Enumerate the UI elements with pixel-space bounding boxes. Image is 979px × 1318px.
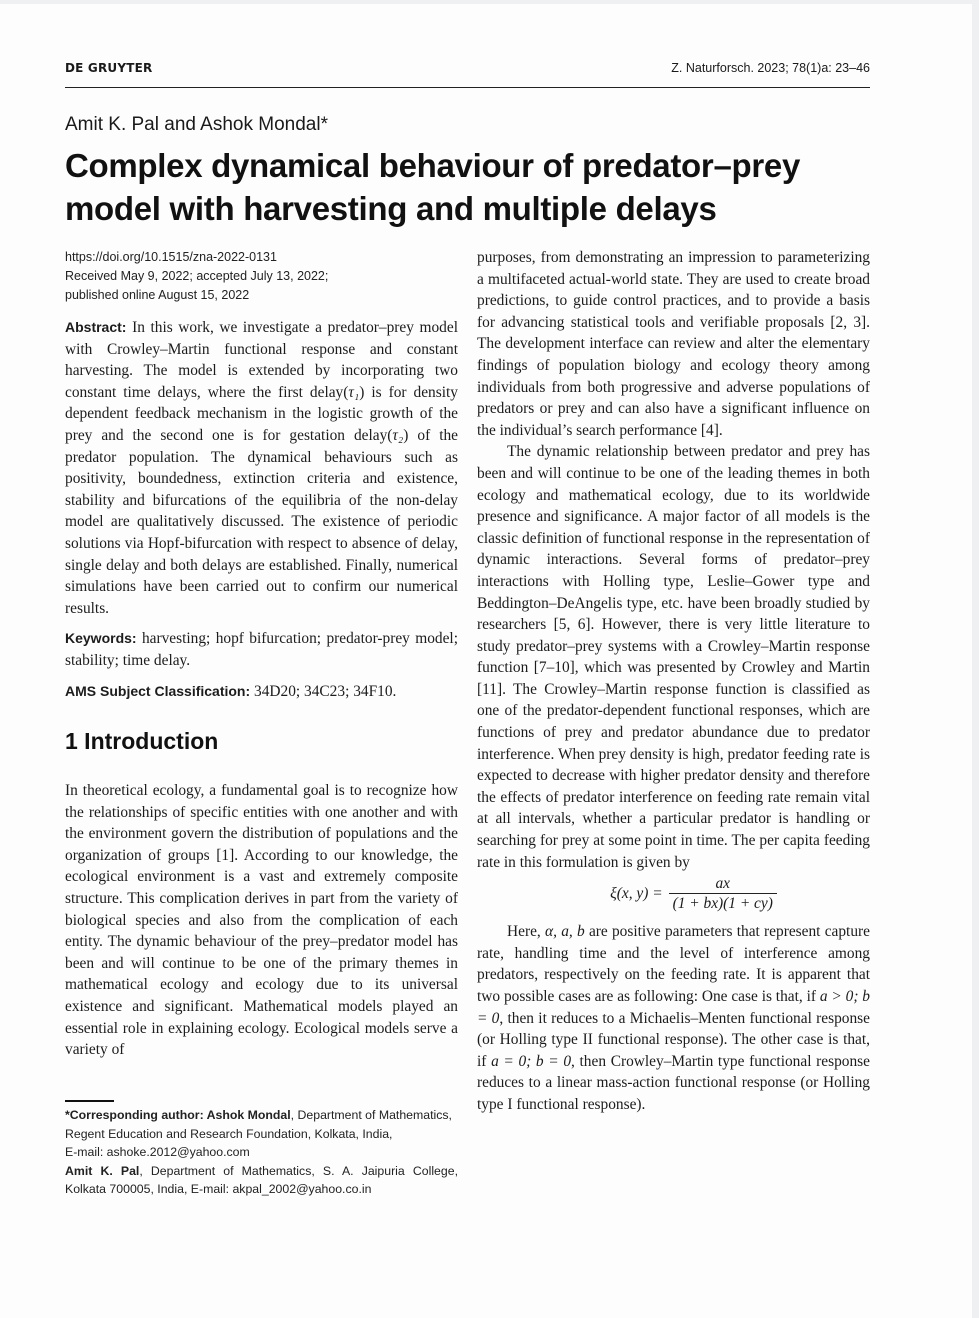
intro-paragraph-3: [477, 921, 870, 1115]
paragraph-text: Here,: [507, 923, 546, 941]
intro-paragraph-2: The dynamic relationship between predator and prey has been and will continue to be one of the leading themes in both ecology and mathematical ecology, due to its worldwide presence and significance. A major factor of all models is the classic definition of functional response in the representation of dynamic interactions. Several forms of predator–prey interactions with Holling type, Leslie–Gower type and Beddington–DeAngelis type, etc. have been broadly studied by researchers [5, 6]. However, there is very little literature to study predator–prey systems with a Crowley–Martin response function [7–10], which was presented by Crowley and Martin [11]. The Crowley–Martin response function is classified as one of the predator-dependent functional responses, which are functions of prey and predator abundance due to predator interference. When prey density is high, predator feeding rate is expected to decrease with higher predator density and therefore the effects of predator interference on feeding rate remain vital at all intervals, whether a particular predator is handling or searching for prey at some point in time. The per capita feeding rate in this formulation is given by: [477, 443, 870, 871]
article-metadata: [65, 248, 458, 305]
paper-page: [0, 4, 972, 1318]
corresponding-author-label: *Corresponding author: Ashok Mondal: [65, 1108, 291, 1122]
abstract-text: ) is for density dependent feedback mechanism in the logistic growth of the prey and the second one is for gestation delay(: [65, 383, 458, 444]
publisher-name: DE GRUYTER: [65, 61, 153, 75]
footnote-divider: [65, 1100, 114, 1102]
abstract-text: ) of the predator population. The dynamical behaviours such as positivity, boundedness, extinction criteria and existence, stability and bifurcations of the equilibria of the non-delay model are qualitatively discussed. The existence of periodic solutions via Hopf-bifurcation with respect to absence of delay, single delay and both delays are established. Finally, numerical simulations have been carried out to confirm our numerical results.: [65, 426, 458, 617]
paragraph-text: are positive parameters that represent capture rate, handling time and the level of interference among predators, respectively on the feeding rate. It is apparent that two possible cases are as following: One case is that, if: [477, 923, 870, 1005]
doi-link[interactable]: https://doi.org/10.1515/zna-2022-0131: [65, 250, 277, 264]
abstract: [65, 317, 458, 619]
tau1-symbol: τ₁: [348, 383, 360, 401]
published-date: published online August 15, 2022: [65, 288, 250, 302]
second-author-name: Amit K. Pal: [65, 1163, 140, 1178]
tau2-symbol: τ₂: [392, 426, 404, 444]
title-line-1: Complex dynamical behaviour of predator–prey: [65, 147, 801, 184]
condition-2: a = 0; b = 0: [491, 1052, 572, 1070]
received-dates: Received May 9, 2022; accepted July 13, 2022;: [65, 269, 329, 283]
keywords-label: Keywords:: [65, 630, 137, 647]
equation-fraction: [669, 875, 777, 913]
corresponding-author-email[interactable]: E-mail: ashoke.2012@yahoo.com: [65, 1145, 250, 1159]
title-line-2: model with harvesting and multiple delays: [65, 190, 717, 227]
equation-lhs: ξ(x, y) =: [610, 885, 663, 903]
abstract-text: In this work, we investigate a predator–prey model with Crowley–Martin functional response and constant harvesting. The model is extended by incorporating two constant time delays, where the first delay(: [65, 319, 458, 401]
corresponding-author-affiliation: , Department of Mathematics, Regent Education and Research Foundation, Kolkata, India,: [65, 1108, 452, 1141]
equation-denominator: (1 + bx)(1 + cy): [669, 893, 777, 913]
running-header: [65, 61, 870, 88]
paragraph-text: , then it reduces to a Michaelis–Menten functional response (or Holling type II functional response). The other case is that, if: [477, 1009, 870, 1070]
right-column: [477, 247, 870, 1116]
intro-paragraph-1-part-2: purposes, from demonstrating an impression to parameterizing a multifaceted actual-world state. They are used to create broad predictions, to guide control practices, and to provide a basis for advancing statistical tools and verifiable proposals [2, 3]. The development interface can review and alter the elementary findings of population biology and ecology theory among individuals from both progressive and adverse populations of predators or prey and can also have a significant influence on the individual’s search performance [4].: [477, 249, 870, 439]
feeding-rate-equation: [517, 875, 870, 913]
intro-paragraph-1-part-1: In theoretical ecology, a fundamental goal is to recognize how the relationships of specific entities with one another and with the environment govern the distribution of populations and the organization of groups [1]. According to our knowledge, the ecological environment is a vast and extremely composite structure. This complication derives in part from the variety of biological species and also from the complication of each entity. The dynamic behaviour of the prey–predator model has been and will continue to be one of the primary themes in mathematical ecology and ecology due to its universal existence and significant. Mathematical models played an essential role in explaining ecology. Ecological models serve a variety of: [65, 782, 458, 1059]
keywords-text: harvesting; hopf bifurcation; predator-prey model; stability; time delay.: [65, 630, 458, 669]
paragraph-text: , then Crowley–Martin type functional response reduces to a linear mass-action functional response (or Holling type I functional response).: [477, 1052, 870, 1113]
section-heading: 1 Introduction: [65, 728, 219, 755]
equation-numerator: ax: [715, 875, 730, 893]
second-author-note: [65, 1162, 458, 1199]
paper-title: [65, 144, 885, 230]
author-list: Amit K. Pal and Ashok Mondal*: [65, 114, 328, 135]
ams-codes: 34D20; 34C23; 34F10.: [250, 682, 397, 700]
corresponding-author-note: [65, 1106, 458, 1143]
left-column: [65, 248, 458, 1061]
second-author-affiliation: , Department of Mathematics, S. A. Jaipuria College, Kolkata 700005, India, E-mail: akpal_2002@yahoo.co.in: [65, 1163, 458, 1196]
parameter-symbols: α, a, b: [545, 923, 585, 941]
keywords: [65, 628, 458, 671]
author-footnotes: [65, 1106, 458, 1199]
abstract-label: Abstract:: [65, 319, 127, 335]
condition-1: a > 0; b = 0: [477, 988, 871, 1027]
ams-label: AMS Subject Classification:: [65, 682, 251, 699]
journal-reference: Z. Naturforsch. 2023; 78(1)a: 23–46: [671, 61, 870, 75]
ams-classification: [65, 681, 458, 703]
